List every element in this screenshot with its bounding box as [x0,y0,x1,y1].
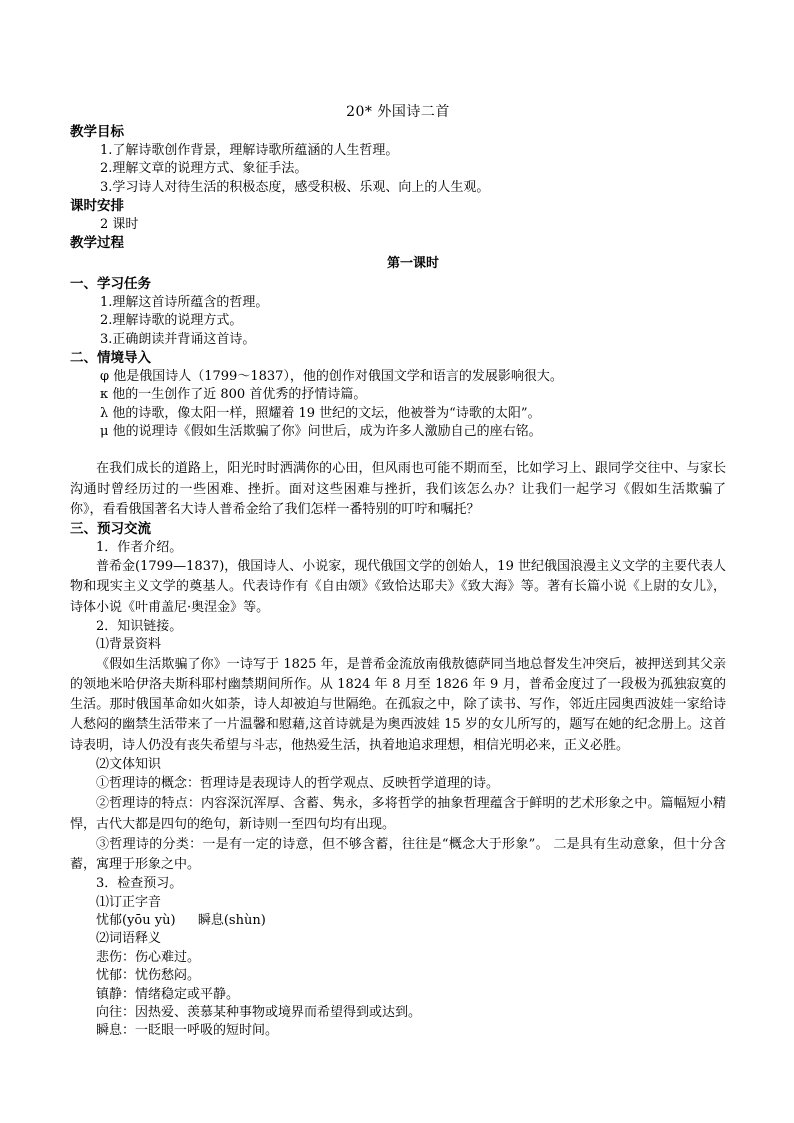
pronunciation-row [70,912,726,930]
document-page [70,101,726,1041]
part1-heading: 一、学习任务 [70,276,151,293]
background-label: ⑴背景资料 [96,637,162,653]
vocab-item: 镇静：情绪稳定或平静。 [96,986,240,1002]
genre-types: ③哲理诗的分类：一是有一定的诗意，但不够含蓄，往往是“概念大于形象”。 二是具有生动意象，但十分含蓄，寓理于形象之中。 [70,836,726,872]
part3-heading: 三、预习交流 [70,521,151,538]
link-label: 2．知识链接。 [96,618,183,634]
process-heading: 教学过程 [70,235,124,252]
document-title: 20* 外国诗二首 [346,104,450,120]
goal-item: 2.理解文章的说理方式、象征手法。 [100,161,308,177]
vocab-label: ⑵词语释义 [96,931,162,947]
task-item: 2.理解诗歌的说理方式。 [100,313,243,329]
vocab-item: 瞬息：一眨眼一呼吸的短时间。 [96,1023,279,1039]
author-label: 1．作者介绍。 [96,539,183,555]
part2-heading: 二、情境导入 [70,350,151,367]
pinyin-youyu: 忧郁(yōu yù) [96,912,176,928]
genre-label: ⑵文体知识 [96,756,162,772]
author-paragraph: 普希金(1799—1837)，俄国诗人、小说家，现代俄国文学的创始人，19 世纪俄国浪漫主义文学的主要代表人物和现实主义文学的奠基人。代表诗作有《自由颂》《致恰达耶夫》《致大海》等。著有长篇小说《上尉的女儿》，诗体小说《叶甫盖尼·奥涅金》等。 [70,559,726,615]
vocab-item: 悲伤：伤心难过。 [96,949,201,965]
pinyin-shunxi: 瞬息(shùn) [197,912,266,928]
task-item: 1.理解这首诗所蕴含的哲理。 [100,294,269,310]
task-item: 3.正确朗读并背诵这首诗。 [100,331,256,347]
schedule-value: 2 课时 [100,216,139,232]
pronunciation-label: ⑴订正字音 [96,894,162,910]
check-label: 3．检查预习。 [96,876,183,892]
background-paragraph: 《假如生活欺骗了你》一诗写于 1825 年，是普希金流放南俄敖德萨同当地总督发生冲突后，被押送到其父亲的领地米哈伊洛夫斯科耶村幽禁期间所作。从 1824 年 8 月至 1826 年 9 月，普希金度过了一段极为孤独寂寞的生活。那时俄国革命如火如荼，诗人却被迫与世隔绝。在孤寂之中，除了读书、写作，邻近庄园奥西波娃一家给诗人愁闷的幽禁生活带来了一片温馨和慰藉,这首诗就是为奥西波娃 15 岁的女儿所写的，题写在她的纪念册上。这首诗表明，诗人仍没有丧失希望与斗志，他热爱生活，执着地追求理想，相信光明必来，正义必胜。 [70,656,726,753]
intro-bullet: μ 他的说理诗《假如生活欺骗了你》问世后，成为许多人激励自己的座右铭。 [100,424,542,440]
intro-paragraph: 在我们成长的道路上，阳光时时洒满你的心田，但风雨也可能不期而至，比如学习上、跟同学交往中、与家长沟通时曾经历过的一些困难、挫折。面对这些困难与挫折，我们该怎么办？让我们一起学习《假如生活欺骗了你》，看看俄国著名大诗人普希金给了我们怎样一番特别的叮咛和嘱托？ [70,461,726,517]
intro-bullet: λ 他的诗歌，像太阳一样，照耀着 19 世纪的文坛，他被誉为“诗歌的太阳”。 [100,405,541,421]
goal-item: 1.了解诗歌创作背景，理解诗歌所蕴涵的人生哲理。 [100,142,399,158]
vocab-item: 忧郁：忧伤愁闷。 [96,968,201,984]
vocab-item: 向往：因热爱、羡慕某种事物或境界而希望得到或达到。 [96,1004,422,1020]
intro-bullet: κ 他的一生创作了近 800 首优秀的抒情诗篇。 [100,387,367,403]
schedule-heading: 课时安排 [70,198,124,215]
intro-bullet: φ 他是俄国诗人（1799～1837），他的创作对俄国文学和语言的发展影响很大。 [100,368,563,384]
goals-heading: 教学目标 [70,124,124,140]
lesson-title: 第一课时 [386,256,439,272]
genre-features: ②哲理诗的特点：内容深沉浑厚、含蓄、隽永，多将哲学的抽象哲理蕴含于鲜明的艺术形象之中。篇幅短小精悍，古代大都是四句的绝句，新诗则一至四句均有出现。 [70,796,726,832]
genre-concept: ①哲理诗的概念：哲理诗是表现诗人的哲学观点、反映哲学道理的诗。 [96,776,500,792]
goal-item: 3.学习诗人对待生活的积极态度，感受积极、乐观、向上的人生观。 [100,179,490,195]
